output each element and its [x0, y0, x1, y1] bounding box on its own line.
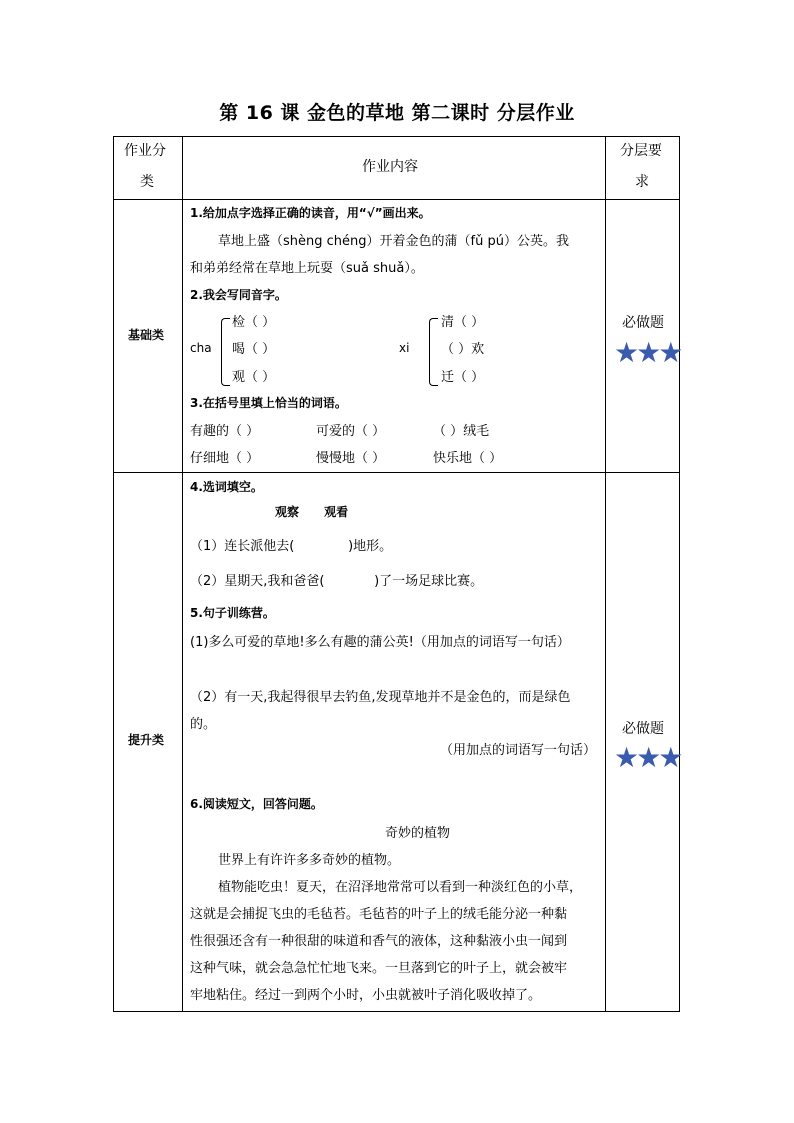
star-rating-basic: ★★★: [614, 336, 681, 369]
right-brace: [429, 318, 438, 386]
q4-sentence-2: （2）星期天,我和爸爸( )了一场足球比赛。: [190, 574, 484, 589]
q5-sentence-2-cont: 的。: [190, 717, 217, 732]
q1-line1: 草地上盛（shèng chéng）开着金色的蒲（fǔ pú）公英。我: [218, 234, 569, 249]
header-content: 作业内容: [362, 159, 418, 175]
q5-sentence-1: (1)多么可爱的草地!多么有趣的蒲公英!（用加点的词语写一句话）: [190, 635, 570, 650]
star-rating-advanced: ★★★: [614, 741, 681, 774]
passage-title: 奇妙的植物: [385, 826, 451, 841]
q3-blank: 快乐地（ ）: [433, 451, 503, 466]
q3-title: 3.在括号里填上恰当的词语。: [190, 396, 347, 410]
q1-title: 1.给加点字选择正确的读音，用“√”画出来。: [190, 206, 431, 220]
category-basic: 基础类: [128, 328, 165, 342]
passage-line: 这就是会捕捉飞虫的毛毡苔。毛毡苔的叶子上的绒毛能分泌一种黏: [190, 907, 568, 922]
xi-item: （ ）欢: [441, 342, 485, 357]
passage-paragraph: 世界上有许许多多奇妙的植物。: [218, 853, 401, 868]
passage-line: 性很强还含有一种很甜的味道和香气的液体，这种黏液小虫一闻到: [190, 934, 568, 949]
q5-sentence-2: （2）有一天,我起得很早去钓鱼,发现草地并不是金色的，而是绿色: [190, 690, 571, 705]
header-category-cont: 类: [140, 174, 154, 190]
passage-line: 植物能吃虫！夏天，在沼泽地常常可以看到一种淡红色的小草，: [218, 880, 583, 895]
passage-line: 牢地粘住。经过一到两个小时，小虫就被叶子消化吸收掉了。: [190, 988, 542, 1003]
cha-pinyin: cha: [190, 341, 212, 355]
cha-item: 喝（ ）: [232, 342, 276, 357]
q4-word-choices: 观察 观看: [275, 505, 349, 519]
xi-item: 清（ ）: [441, 315, 485, 330]
page-title: 第 16 课 金色的草地 第二课时 分层作业: [219, 102, 575, 124]
q3-blank: 有趣的（ ）: [190, 424, 260, 439]
requirement-basic: 必做题: [622, 315, 664, 331]
header-requirement-cont: 求: [635, 174, 649, 190]
q1-line2: 和弟弟经常在草地上玩耍（suǎ shuǎ）。: [190, 261, 424, 276]
cha-item: 检（ ）: [232, 315, 276, 330]
q3-blank: 可爱的（ ）: [316, 424, 386, 439]
q3-blank: 仔细地（ ）: [190, 451, 260, 466]
q3-blank: （ ）绒毛: [433, 424, 490, 439]
left-brace: [221, 318, 230, 386]
q4-sentence-1: （1）连长派他去( )地形。: [190, 539, 393, 554]
q4-title: 4.选词填空。: [190, 480, 263, 494]
q2-title: 2.我会写同音字。: [190, 288, 287, 302]
q5-hint: （用加点的词语写一句话）: [440, 743, 597, 758]
requirement-advanced: 必做题: [622, 721, 664, 737]
q3-blank: 慢慢地（ ）: [316, 451, 386, 466]
cha-item: 观（ ）: [232, 370, 276, 385]
xi-pinyin: xi: [399, 341, 410, 355]
q6-title: 6.阅读短文，回答问题。: [190, 797, 323, 811]
q5-title: 5.句子训练营。: [190, 606, 275, 620]
header-requirement: 分层要: [620, 143, 662, 159]
header-category: 作业分: [124, 143, 166, 159]
xi-item: 迁（ ）: [441, 370, 485, 385]
passage-line: 这种气味，就会急急忙忙地飞来。一旦落到它的叶子上，就会被牢: [190, 961, 568, 976]
category-advanced: 提升类: [128, 733, 165, 747]
